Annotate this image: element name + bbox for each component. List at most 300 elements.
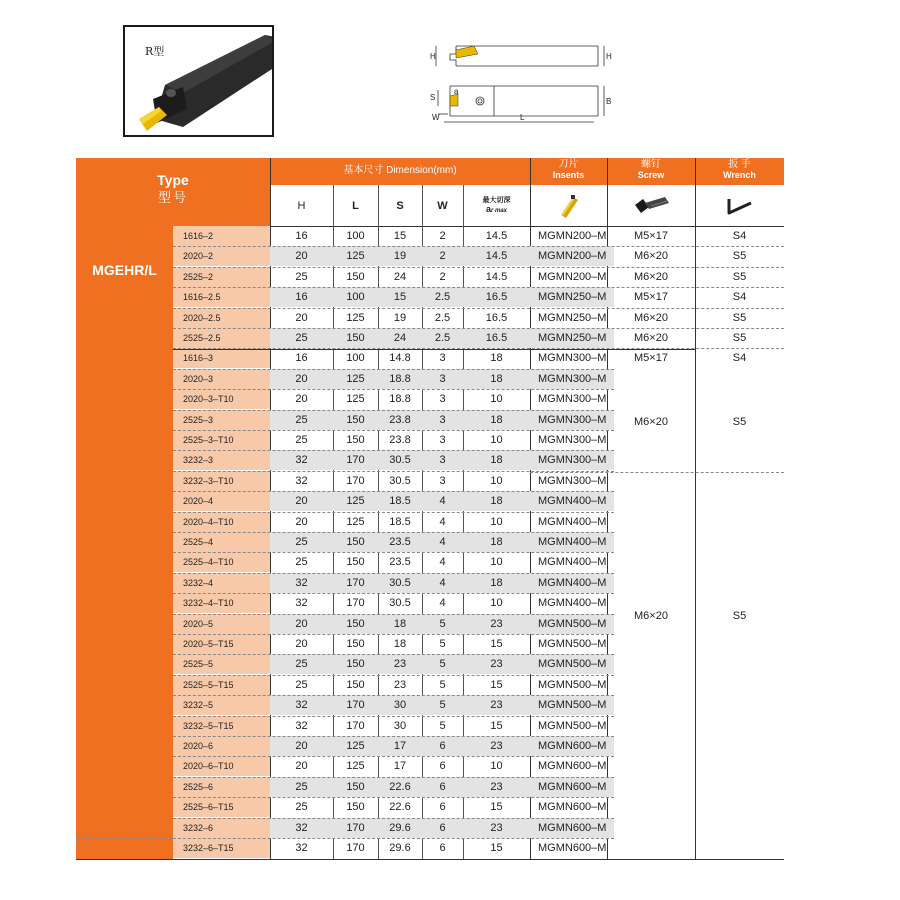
cell-l: 150 — [346, 556, 365, 569]
cell-insert: MGMN500–M — [538, 617, 607, 630]
table-row — [173, 818, 614, 838]
cell-a: 23 — [490, 740, 503, 752]
cell-s: 18.8 — [389, 393, 411, 406]
cell-a: 23 — [490, 617, 503, 630]
cell-h: 25 — [295, 658, 308, 671]
cell-h: 25 — [295, 434, 308, 446]
cell-a: 10 — [490, 474, 503, 487]
table-row — [173, 308, 614, 328]
cell-l: 170 — [346, 576, 365, 589]
cell-w: 6 — [439, 760, 446, 773]
table-row — [173, 267, 614, 287]
cell-w: 6 — [439, 842, 446, 854]
cell-s: 23.5 — [389, 536, 411, 548]
cell-insert: MGMN300–M — [538, 434, 607, 446]
cell-w: 6 — [439, 740, 446, 752]
cell-a: 10 — [490, 393, 503, 406]
table-row — [173, 593, 614, 613]
cell-h: 20 — [295, 495, 308, 508]
cell-l: 125 — [346, 740, 365, 752]
type-cell: 2020–5–T15 — [173, 634, 270, 654]
cell-w: 3 — [439, 393, 446, 406]
table-row — [173, 450, 614, 470]
row-separator — [173, 287, 784, 288]
cell-w: 3 — [439, 372, 446, 385]
cell-l: 150 — [346, 332, 365, 344]
row-separator — [173, 654, 614, 655]
table-row — [173, 552, 614, 572]
cell-a: 16.5 — [485, 291, 508, 304]
type-cell: 2525–5–T15 — [173, 675, 270, 695]
table-row — [173, 512, 614, 532]
cell-s: 19 — [393, 250, 407, 263]
cell-insert: MGMN400–M — [538, 576, 607, 589]
cell-insert: MGMN600–M — [538, 740, 607, 752]
cell-a: 10 — [490, 597, 503, 610]
cell-s: 18 — [393, 638, 407, 650]
type-cell: 2020–2 — [173, 246, 270, 266]
row-separator — [173, 777, 614, 778]
cell-s: 22.6 — [389, 801, 411, 814]
divider — [695, 158, 696, 860]
drawing-label-s: S — [430, 93, 436, 102]
row-separator — [173, 410, 614, 411]
product-photo — [123, 25, 274, 137]
cell-l: 170 — [346, 842, 365, 854]
type-cell: 2020–3–T10 — [173, 389, 270, 409]
table-row — [173, 716, 614, 736]
table-row — [173, 246, 614, 266]
cell-a: 15 — [490, 719, 503, 732]
table-row — [173, 369, 614, 389]
cell-insert: MGMN500–M — [538, 699, 607, 712]
cell-a: 16.5 — [485, 332, 508, 344]
cell-a: 18 — [490, 454, 503, 467]
type-cell: 1616–3 — [173, 348, 270, 368]
hex-wrench-icon — [695, 185, 784, 226]
cell-a: 18 — [490, 576, 503, 589]
row-separator — [173, 450, 614, 451]
type-cell: 3232–4 — [173, 573, 270, 593]
table-row — [173, 675, 614, 695]
merged-wrench-1: S5 — [732, 416, 747, 428]
table-row — [173, 532, 614, 552]
cell-l: 125 — [346, 495, 365, 508]
cell-screw: M6×20 — [634, 250, 668, 263]
tool-holder-image — [125, 27, 274, 137]
cell-h: 25 — [295, 332, 308, 344]
table-row — [173, 634, 614, 654]
cell-s: 30 — [393, 719, 407, 732]
cell-w: 2.5 — [434, 332, 451, 344]
table-row — [173, 756, 614, 776]
cell-l: 150 — [346, 434, 365, 446]
table-row — [173, 736, 614, 756]
type-header — [76, 172, 270, 206]
cell-w: 3 — [439, 352, 446, 365]
cell-l: 125 — [346, 250, 365, 263]
type-cell: 3232–4–T10 — [173, 593, 270, 613]
type-cell: 2525–4 — [173, 532, 270, 552]
drawing-label-b: B — [606, 97, 612, 106]
cell-w: 5 — [439, 658, 446, 671]
cell-l: 100 — [346, 352, 365, 365]
cell-l: 150 — [346, 801, 365, 814]
cell-h: 32 — [295, 474, 308, 487]
cell-w: 2 — [439, 250, 446, 263]
cell-l: 150 — [346, 536, 365, 548]
cell-insert: MGMN200–M — [538, 250, 607, 263]
col-header-depth-sub: r max — [491, 207, 508, 214]
cell-s: 23 — [393, 658, 407, 671]
table-row — [173, 573, 614, 593]
type-cell: 2525–3 — [173, 410, 270, 430]
cell-insert: MGMN300–M — [538, 413, 607, 426]
type-cell: 2020–6–T10 — [173, 756, 270, 776]
type-cell: 3232–6 — [173, 818, 270, 838]
cell-w: 4 — [439, 597, 446, 610]
cell-s: 29.6 — [389, 821, 411, 834]
screw-header-en: Screw — [637, 170, 665, 180]
col-header-depth — [463, 185, 530, 226]
cell-a: 15 — [490, 638, 503, 650]
screw-header — [607, 160, 695, 180]
cell-l: 100 — [346, 230, 365, 242]
cell-screw: M6×20 — [634, 270, 668, 283]
cell-l: 100 — [346, 291, 365, 304]
row-separator — [173, 512, 614, 513]
cell-s: 30.5 — [389, 576, 411, 589]
cell-insert: MGMN600–M — [538, 842, 607, 854]
type-cell: 3232–5 — [173, 695, 270, 715]
cell-a: 23 — [490, 780, 503, 793]
cell-a: 18 — [490, 413, 503, 426]
cell-insert: MGMN600–M — [538, 760, 607, 773]
row-separator — [173, 756, 614, 757]
cell-h: 25 — [295, 678, 308, 691]
cell-a: 14.5 — [485, 250, 508, 263]
cell-s: 15 — [393, 291, 407, 304]
cell-h: 20 — [295, 372, 308, 385]
cell-l: 170 — [346, 699, 365, 712]
cell-w: 5 — [439, 678, 446, 691]
row-separator — [173, 552, 614, 553]
cell-insert: MGMN250–M — [538, 311, 607, 324]
cell-s: 29.6 — [389, 842, 411, 854]
row-separator — [173, 736, 614, 737]
cell-a: 18 — [490, 495, 503, 508]
table-row — [173, 430, 614, 450]
wrench-header-cn: 扳 手 — [728, 159, 751, 170]
row-separator — [173, 369, 614, 370]
cell-w: 2 — [439, 230, 446, 242]
cell-a: 10 — [490, 760, 503, 773]
cell-w: 2 — [439, 270, 446, 283]
cell-insert: MGMN200–M — [538, 270, 607, 283]
wrench-header — [695, 160, 784, 180]
cell-wrench: S4 — [732, 291, 747, 304]
row-separator — [173, 267, 784, 268]
cell-h: 25 — [295, 556, 308, 569]
row-separator — [173, 491, 614, 492]
cell-insert: MGMN400–M — [538, 597, 607, 610]
cell-h: 16 — [295, 230, 308, 242]
cell-h: 20 — [295, 250, 308, 263]
dimension-drawing — [428, 40, 618, 125]
cell-h: 25 — [295, 270, 308, 283]
cell-screw: M5×17 — [634, 230, 668, 242]
cell-wrench: S4 — [732, 230, 747, 242]
cell-s: 24 — [393, 270, 407, 283]
cell-w: 5 — [439, 699, 446, 712]
cell-l: 125 — [346, 515, 365, 528]
cell-a: 10 — [490, 434, 503, 446]
cell-l: 150 — [346, 270, 365, 283]
cell-l: 125 — [346, 760, 365, 773]
cell-h: 16 — [295, 291, 308, 304]
cell-l: 125 — [346, 393, 365, 406]
cell-insert: MGMN400–M — [538, 515, 607, 528]
cell-w: 3 — [439, 413, 446, 426]
cell-h: 25 — [295, 413, 308, 426]
cell-a: 10 — [490, 515, 503, 528]
type-cell: 3232–3 — [173, 450, 270, 470]
cell-w: 3 — [439, 474, 446, 487]
col-header-h: H — [297, 199, 306, 212]
cell-w: 4 — [439, 536, 446, 548]
cell-l: 150 — [346, 638, 365, 650]
merged-wrench-2: S5 — [732, 610, 747, 622]
table-row — [173, 797, 614, 817]
type-cell: 2525–6 — [173, 777, 270, 797]
table-row — [173, 614, 614, 634]
cell-insert: MGMN500–M — [538, 658, 607, 671]
row-separator — [173, 593, 614, 594]
group-separator — [173, 349, 695, 350]
table-row — [173, 226, 614, 246]
merged-screw-1: M6×20 — [634, 416, 668, 428]
cell-a: 18 — [490, 352, 503, 365]
cell-h: 16 — [295, 352, 308, 365]
table-row — [173, 389, 614, 409]
drawing-label-l: L — [520, 113, 525, 122]
cell-w: 3 — [439, 454, 446, 467]
cell-w: 2.5 — [434, 311, 451, 324]
cell-l: 150 — [346, 678, 365, 691]
cell-wrench: S4 — [732, 352, 747, 365]
cell-h: 20 — [295, 638, 308, 650]
table-row — [173, 491, 614, 511]
cell-wrench: S5 — [732, 270, 747, 283]
cell-h: 20 — [295, 740, 308, 752]
cell-a: 23 — [490, 699, 503, 712]
type-cell: 2525–2 — [173, 267, 270, 287]
cell-l: 150 — [346, 780, 365, 793]
cell-s: 15 — [393, 230, 407, 242]
cell-w: 4 — [439, 495, 446, 508]
row-separator — [173, 695, 614, 696]
cell-l: 125 — [346, 311, 365, 324]
type-cell: 2020–3 — [173, 369, 270, 389]
cell-insert: MGMN200–M — [538, 230, 607, 242]
table-row — [173, 471, 614, 491]
insert-header-en: Insents — [552, 170, 585, 180]
row-separator — [173, 675, 614, 676]
type-cell: 2525–3–T10 — [173, 430, 270, 450]
cell-s: 23.8 — [389, 413, 411, 426]
col-header-s: S — [396, 199, 404, 212]
type-header-cn: 型号 — [157, 190, 188, 205]
table-row — [173, 654, 614, 674]
wrench-header-en: Wrench — [723, 170, 756, 180]
cell-h: 20 — [295, 617, 308, 630]
cell-a: 10 — [490, 556, 503, 569]
row-separator — [173, 634, 614, 635]
cell-insert: MGMN500–M — [538, 719, 607, 732]
cell-insert: MGMN250–M — [538, 332, 607, 344]
cell-h: 20 — [295, 760, 308, 773]
cell-s: 30 — [393, 699, 407, 712]
type-cell: 2020–6 — [173, 736, 270, 756]
col-header-w: W — [437, 199, 448, 212]
cell-l: 125 — [346, 372, 365, 385]
cell-insert: MGMN600–M — [538, 801, 607, 814]
cell-l: 170 — [346, 474, 365, 487]
group-separator — [76, 838, 173, 839]
row-separator — [173, 246, 784, 247]
cell-h: 32 — [295, 821, 308, 834]
table-row — [173, 695, 614, 715]
cell-s: 24 — [393, 332, 407, 344]
drawing-label-h-left: H — [430, 52, 436, 61]
cell-h: 25 — [295, 536, 308, 548]
row-separator — [173, 573, 614, 574]
cell-screw: M6×20 — [634, 332, 668, 344]
cell-s: 23.5 — [389, 556, 411, 569]
type-cell: 2020–4–T10 — [173, 512, 270, 532]
row-separator — [173, 614, 614, 615]
cell-l: 150 — [346, 413, 365, 426]
cell-h: 25 — [295, 780, 308, 793]
type-cell: 2525–2.5 — [173, 328, 270, 348]
cell-a: 15 — [490, 842, 503, 854]
cell-h: 20 — [295, 515, 308, 528]
row-separator — [173, 818, 614, 819]
type-cell: 2525–5 — [173, 654, 270, 674]
cell-w: 5 — [439, 719, 446, 732]
cell-h: 32 — [295, 576, 308, 589]
cell-wrench: S5 — [732, 250, 747, 263]
row-separator — [173, 389, 614, 390]
type-cell: 3232–6–T15 — [173, 838, 270, 858]
cell-h: 20 — [295, 393, 308, 406]
drawing-label-w: W — [432, 113, 440, 122]
table-bottom-border — [76, 859, 784, 860]
cell-screw: M5×17 — [634, 291, 668, 304]
row-separator — [173, 308, 784, 309]
cell-insert: MGMN400–M — [538, 495, 607, 508]
cell-s: 14.8 — [389, 352, 411, 365]
col-header-depth-en-wrap — [486, 205, 507, 216]
cell-h: 32 — [295, 699, 308, 712]
cell-w: 4 — [439, 515, 446, 528]
cell-l: 170 — [346, 719, 365, 732]
type-cell: 2525–4–T10 — [173, 552, 270, 572]
cell-a: 15 — [490, 801, 503, 814]
type-cell: 2020–4 — [173, 491, 270, 511]
cell-a: 14.5 — [485, 270, 508, 283]
cell-w: 5 — [439, 638, 446, 650]
drawing-label-a: a — [454, 87, 459, 96]
cell-s: 18.5 — [389, 515, 411, 528]
cell-s: 17 — [393, 760, 407, 773]
cell-l: 150 — [346, 658, 365, 671]
cell-w: 5 — [439, 617, 446, 630]
table-row — [173, 287, 614, 307]
row-separator — [173, 430, 614, 431]
cell-w: 6 — [439, 801, 446, 814]
cell-wrench: S5 — [732, 311, 747, 324]
cell-h: 32 — [295, 842, 308, 854]
cell-insert: MGMN500–M — [538, 638, 607, 650]
cell-insert: MGMN600–M — [538, 780, 607, 793]
insert-header-cn: 刀片 — [558, 159, 579, 170]
cell-w: 3 — [439, 434, 446, 446]
cell-insert: MGMN300–M — [538, 352, 607, 365]
screw-header-cn: 螺钉 — [641, 159, 661, 170]
cell-w: 4 — [439, 576, 446, 589]
table-row — [173, 777, 614, 797]
cell-s: 18 — [393, 617, 407, 630]
cell-insert: MGMN300–M — [538, 454, 607, 467]
type-cell: 2525–6–T15 — [173, 797, 270, 817]
column-header-row — [270, 185, 784, 227]
series-name: MGEHR/L — [92, 262, 157, 278]
table-row — [173, 348, 614, 368]
type-cell: 3232–3–T10 — [173, 471, 270, 491]
cell-insert: MGMN600–M — [538, 821, 607, 834]
cell-s: 23.8 — [389, 434, 411, 446]
cell-s: 23 — [393, 678, 407, 691]
table-row — [173, 410, 614, 430]
cell-insert: MGMN400–M — [538, 556, 607, 569]
type-cell: 3232–5–T15 — [173, 716, 270, 736]
row-separator — [173, 797, 614, 798]
cell-insert: MGMN300–M — [538, 393, 607, 406]
cell-a: 14.5 — [485, 230, 508, 242]
cell-w: 4 — [439, 556, 446, 569]
cell-s: 30.5 — [389, 454, 411, 467]
cell-insert: MGMN400–M — [538, 536, 607, 548]
cell-l: 170 — [346, 454, 365, 467]
type-cell: 2020–5 — [173, 614, 270, 634]
col-header-l: L — [352, 199, 359, 212]
col-header-depth-en: a — [485, 203, 491, 214]
type-cell: 2020–2.5 — [173, 308, 270, 328]
cell-insert: MGMN500–M — [538, 678, 607, 691]
cell-s: 30.5 — [389, 597, 411, 610]
cell-a: 23 — [490, 821, 503, 834]
col-header-depth-cn: 最大切深 — [482, 196, 511, 204]
cell-a: 18 — [490, 536, 503, 548]
type-cell: 1616–2.5 — [173, 287, 270, 307]
cell-insert: MGMN300–M — [538, 474, 607, 487]
table-row — [173, 328, 614, 348]
row-separator — [173, 532, 614, 533]
merged-screw-2: M6×20 — [634, 610, 668, 622]
cell-h: 32 — [295, 454, 308, 467]
group-separator — [530, 472, 784, 473]
